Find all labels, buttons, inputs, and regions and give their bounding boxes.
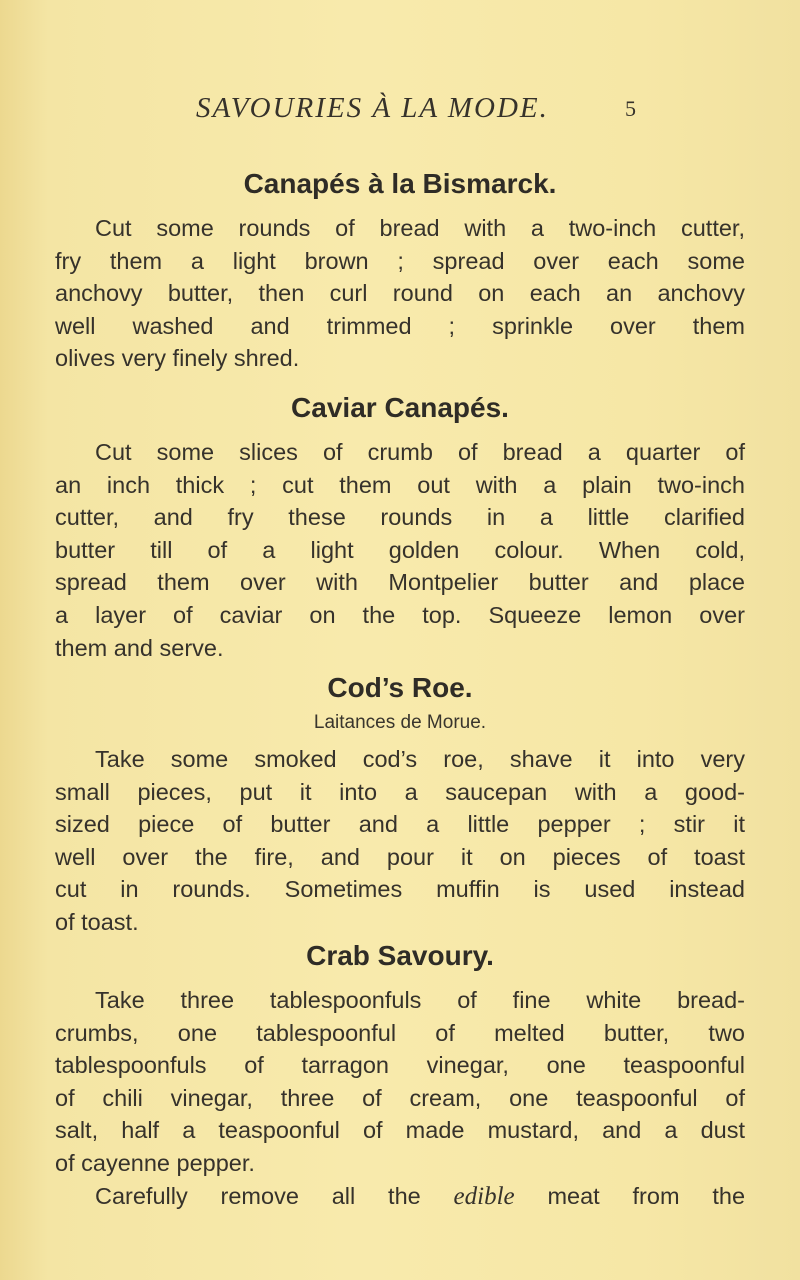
recipe-text-caviar-canapes [55,436,745,664]
text-line: of cayenne pepper. [55,1149,255,1176]
text-line: spread them over with Montpelier butter and place [55,569,745,596]
text-line: tablespoonfuls of tarragon vinegar, one teaspoonful [55,1052,745,1079]
text-line: Cut some slices of crumb of bread a quarter of [95,439,745,465]
continuation-line [55,1180,745,1213]
text-line: them and serve. [55,634,224,661]
recipe-text-crab-savoury [55,984,745,1212]
recipe-heading-canapes-bismarck: Canapés à la Bismarck. [243,168,557,199]
text-line: well over the fire, and pour it on pieces of toast [55,843,745,870]
recipe-text-canapes-bismarck [55,212,745,375]
page-number: 5 [625,96,636,121]
text-line: sized piece of butter and a little pepper ; stir it [55,811,745,838]
recipe-subheading-laitances-de-morue: Laitances de Morue. [313,712,487,733]
continuation-before: Carefully remove all the [95,1182,421,1209]
text-line: small pieces, put it into a saucepan with a good- [55,778,745,805]
recipe-heading-caviar-canapes: Caviar Canapés. [291,392,509,423]
text-line: anchovy butter, then curl round on each an anchovy [55,280,745,307]
recipe-heading-crab-savoury: Crab Savoury. [306,940,494,971]
text-line: Cut some rounds of bread with a two-inch cutter, [95,215,745,241]
text-line: of chili vinegar, three of cream, one teaspoonful of [55,1084,745,1111]
text-line: an inch thick ; cut them out with a plain two-inch [55,471,745,498]
text-line: fry them a light brown ; spread over each some [55,247,745,274]
recipe-heading-cods-roe: Cod’s Roe. [327,672,473,703]
text-line: butter till of a light golden colour. When cold, [55,536,745,563]
continuation-after: meat from the [547,1182,746,1209]
text-line: salt, half a teaspoonful of made mustard, and a dust [55,1117,745,1144]
text-line: cut in rounds. Sometimes muffin is used instead [55,876,745,903]
emphasis-word: edible [453,1182,515,1210]
text-line: Take three tablespoonfuls of fine white bread- [95,987,745,1013]
text-line: Take some smoked cod’s roe, shave it into very [95,746,745,772]
text-line: crumbs, one tablespoonful of melted butter, two [55,1019,745,1046]
running-title: SAVOURIES À LA MODE. [196,92,549,124]
text-line: a layer of caviar on the top. Squeeze lemon over [55,601,745,628]
running-head [0,92,800,132]
text-line: well washed and trimmed ; sprinkle over them [55,312,745,339]
text-line: cutter, and fry these rounds in a little clarified [55,504,745,531]
text-line: of toast. [55,908,139,935]
text-line: olives very finely shred. [55,345,300,372]
recipe-text-cods-roe [55,743,745,939]
